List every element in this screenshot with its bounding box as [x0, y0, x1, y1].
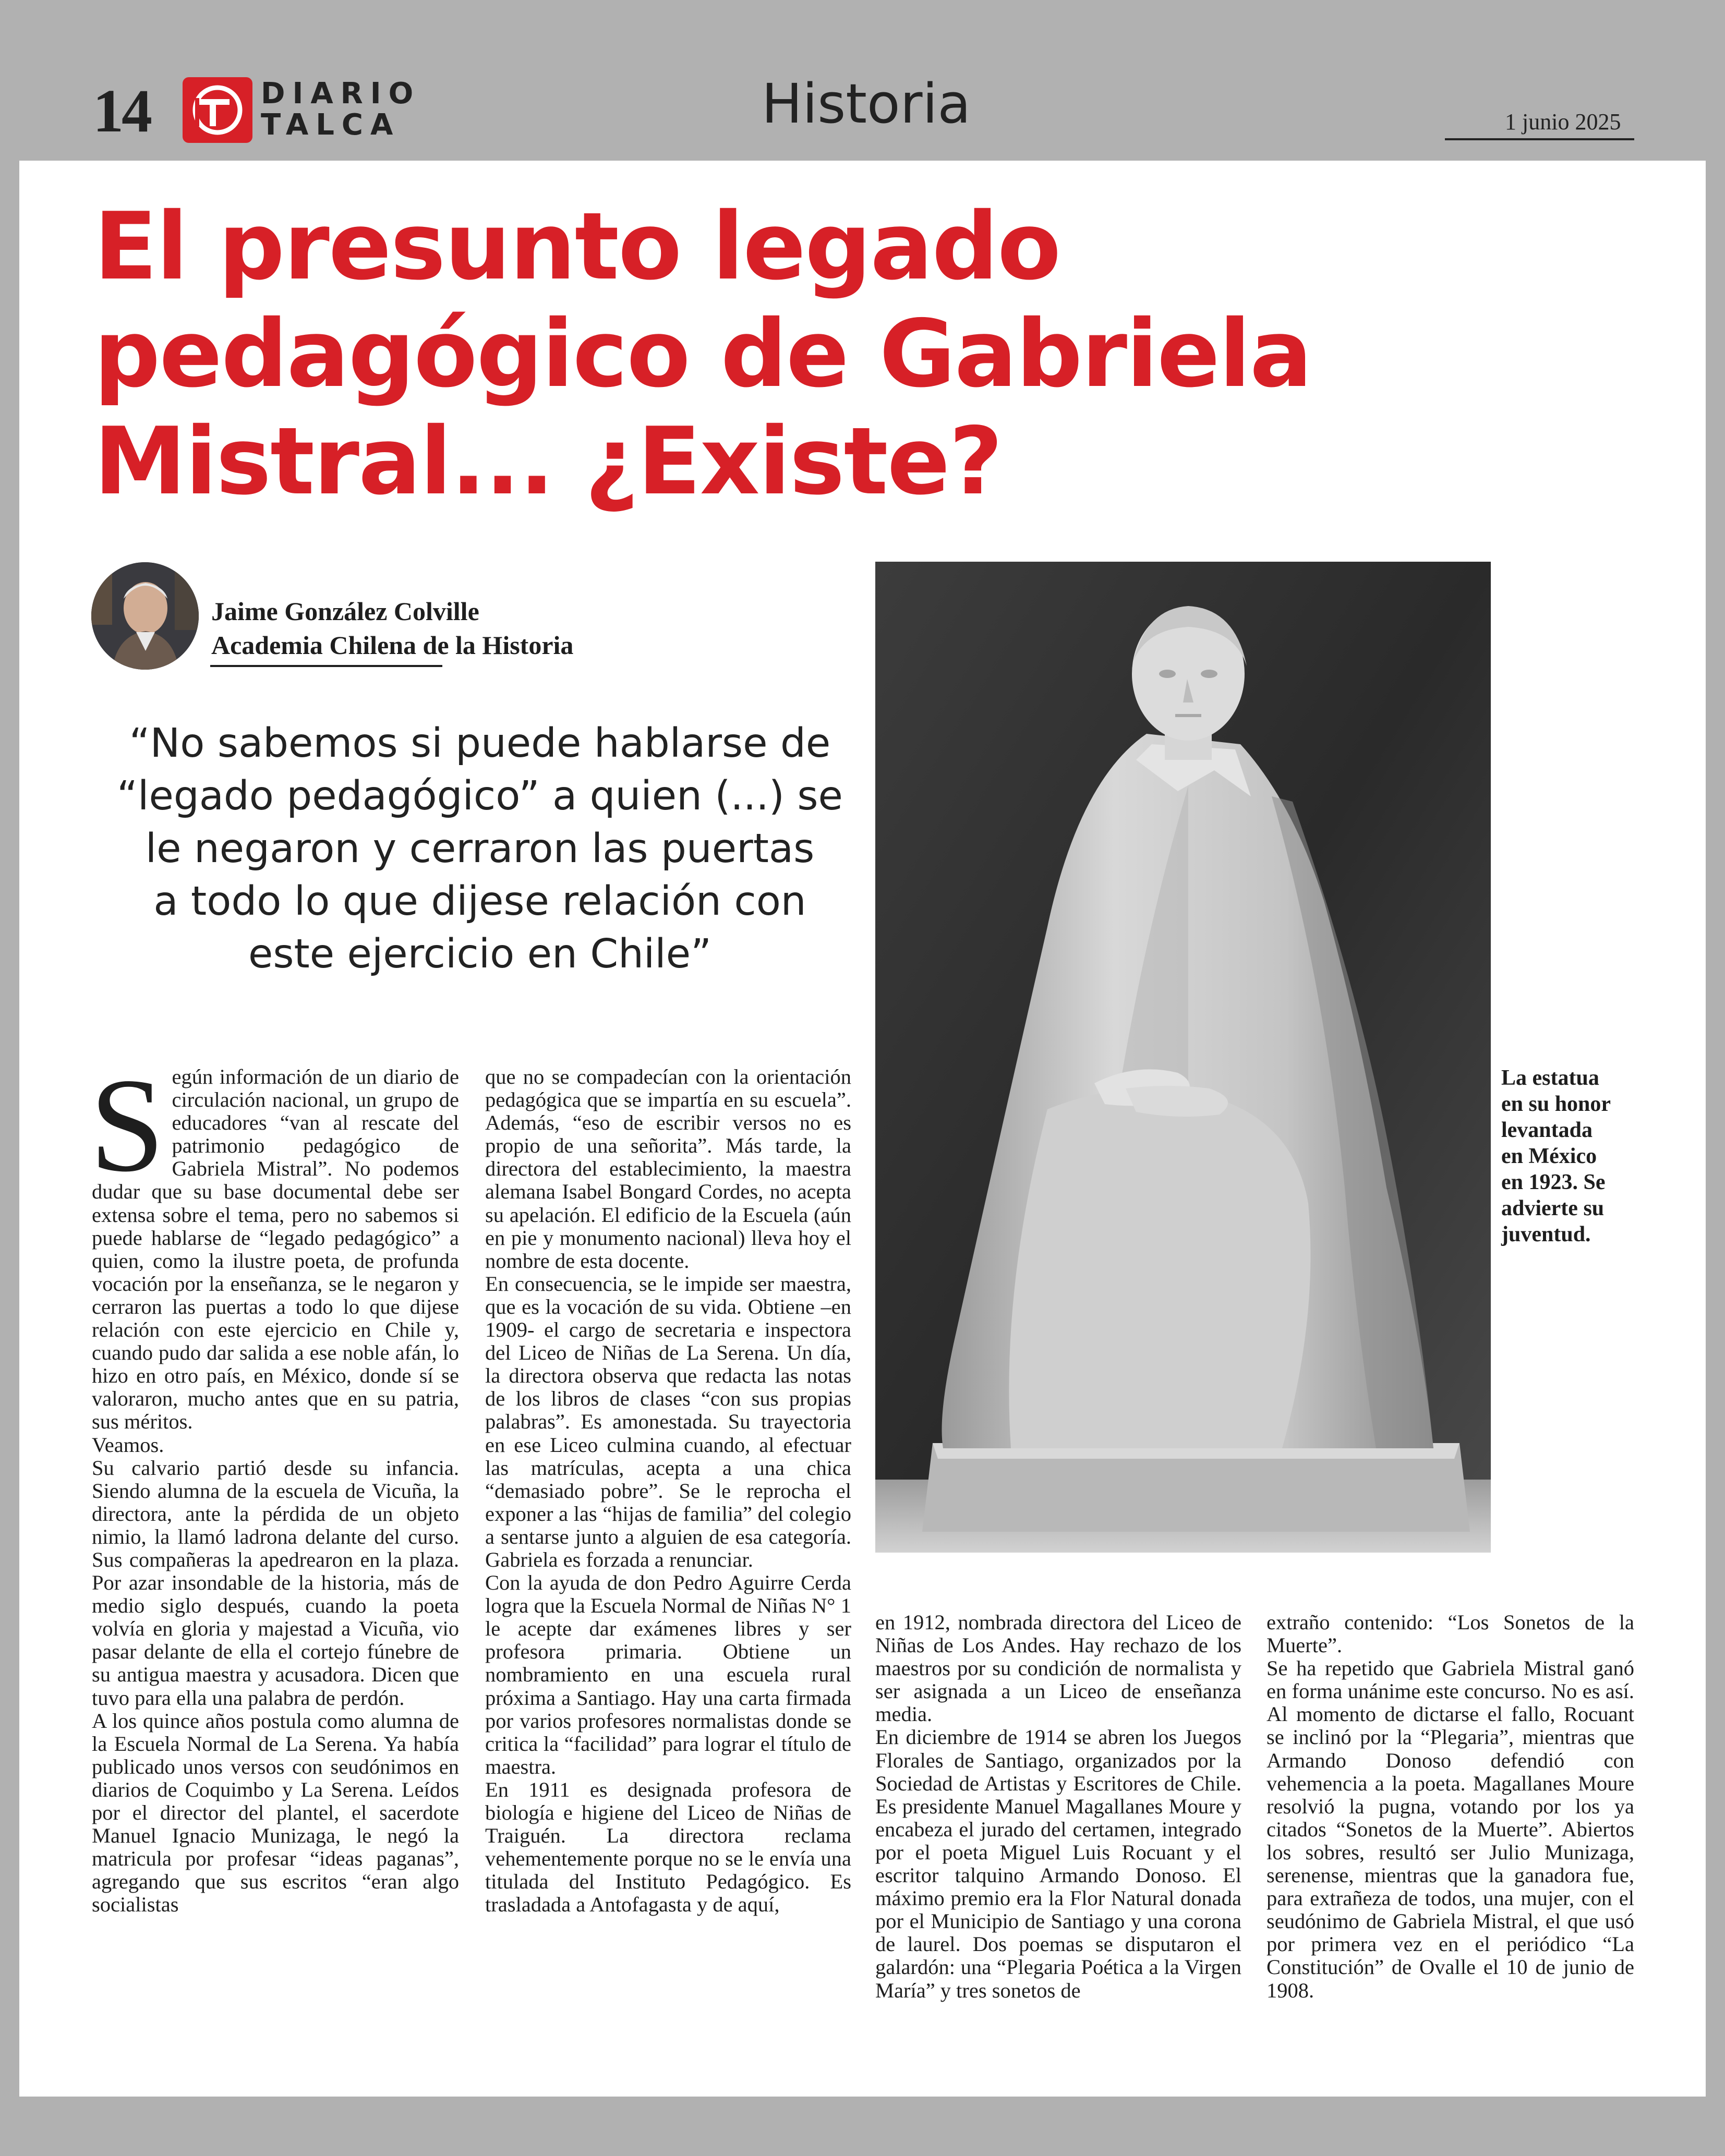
article-paragraph: A los quince años postula como alumna de la Escuela Normal de La Serena. Ya había publicado unos versos con seudónimos en diarios de Coquimbo y La Serena. Leídos por el director del plantel, el sacerdote Manuel Ignacio Munizaga, le negó la matricula por profesar “ideas paganas”, agregando que sus escritos “eran algo socialistas — [92, 1709, 459, 1917]
caption-line: levantada — [1501, 1118, 1593, 1142]
quote-line: a todo lo que dijese relación con — [153, 878, 806, 925]
title-line: El presunto legado — [94, 192, 1060, 300]
brand-name — [261, 78, 420, 141]
article-paragraph: en 1912, nombrada directora del Liceo de Niñas de Los Andes. Hay rechazo de los maestros por su condición de normalista y ser asignada a un Liceo de enseñanza media. — [875, 1610, 1241, 1726]
article-title — [94, 193, 1502, 515]
author-block — [211, 595, 573, 662]
section-title: Historia — [762, 72, 971, 136]
quote-line: le negaron y cerraron las puertas — [145, 826, 815, 872]
quote-line: “legado pedagógico” a quien (...) se — [117, 773, 843, 819]
issue-date: 1 junio 2025 — [1505, 109, 1621, 135]
author-affiliation: Academia Chilena de la Historia — [211, 631, 574, 660]
article-paragraph: Veamos. — [92, 1433, 164, 1457]
title-line: Mistral... ¿Existe? — [94, 407, 1002, 515]
photo-caption — [1501, 1065, 1611, 1247]
caption-line: advierte su — [1501, 1196, 1605, 1220]
quote-line: “No sabemos si puede hablarse de — [129, 720, 831, 767]
caption-line: La estatua — [1501, 1066, 1599, 1090]
caption-line: en México — [1501, 1144, 1597, 1168]
article-paragraph: egún información de un diario de circulación nacional, un grupo de educadores “van al rescate del patrimonio pedagógico de Gabriela Mistral”. No podemos dudar que su base documental debe ser extensa sobre el tema, pero no sabemos si puede hablarse de “legado pedagógico” a quien, como la ilustre poeta, de profunda vocación por la enseñanza, se le negaron y cerraron las puertas a todo lo que dijese relación con este ejercicio en Chile y, cuando pudo dar salida a ese noble afán, lo hizo en otro país, en México, donde sí se valoraron, mucho antes que en su patria, sus méritos. — [92, 1065, 459, 1434]
title-line: pedagógico de Gabriela — [94, 300, 1311, 408]
drop-cap: S — [90, 1050, 165, 1200]
author-rule — [210, 665, 442, 667]
article-column-4 — [1266, 1611, 1634, 2002]
article-column-2 — [485, 1065, 851, 1916]
article-paragraph: Se ha repetido que Gabriela Mistral ganó en forma unánime este concurso. No es así. Al momento de dictarse el fallo, Rocuant se inclinó por la “Plegaria”, mientras que Armando Donoso defendió con vehemencia a la poeta. Magallanes Moure resolvió la pugna, votando por los ya citados “Sonetos de la Muerte”. Abiertos los sobres, resultó ser Julio Munizaga, serenense, mientras que la ganadora fue, para extrañeza de todos, una mujer, con el seudónimo de Gabriela Mistral, el que usó por primera vez en el periódico “La Constitución” de Ovalle el 10 de junio de 1908. — [1266, 1656, 1634, 2002]
article-column-3 — [875, 1611, 1241, 2002]
article-column-1 — [90, 1050, 459, 1917]
article-paragraph: Su calvario partió desde su infancia. Siendo alumna de la escuela de Vicuña, la directora, ante la pérdida de un objeto nimio, la llamó ladrona delante del curso. Sus compañeras la apedrearon en la plaza. Por azar insondable de la historia, más de medio siglo después, cuando la poeta volvía en gloria y majestad a Vicuña, vio pasar delante de ella el cortejo fúnebre de su antigua maestra y acusadora. Dicen que tuvo para ella una palabra de perdón. — [92, 1456, 459, 1710]
article-paragraph: En 1911 es designada profesora de biología e higiene del Liceo de Niñas de Traiguén. La directora reclama vehementemente porque no se le envía una titulada del Instituto Pedagógico. Es trasladada a Antofagasta y de aquí, — [485, 1777, 851, 1917]
article-paragraph: Con la ayuda de don Pedro Aguirre Cerda logra que la Escuela Normal de Niñas N° 1 le acepte dar exámenes libres y ser profesora primaria. Obtiene un nombramiento en una escuela rural próxima a Santiago. Hay una carta firmada por varios profesores normalistas donde se critica la “facilidad” para lograr el título de maestra. — [485, 1571, 851, 1778]
author-name: Jaime González Colville — [211, 597, 479, 626]
diario-talca-logo-icon[interactable] — [183, 77, 252, 143]
caption-line: juventud. — [1501, 1222, 1591, 1246]
quote-line: este ejercicio en Chile” — [248, 931, 711, 977]
page-number: 14 — [93, 77, 150, 145]
article-paragraph: En diciembre de 1914 se abren los Juegos Florales de Santiago, organizados por la Sociedad de Artistas y Escritores de Chile. Es presidente Manuel Magallanes Moure y encabeza el jurado del certamen, integrado por el poeta Miguel Luis Rocuant y el escritor talquino Armando Donoso. El máximo premio era la Flor Natural donada por el Municipio de Santiago y una corona de laurel. Dos poemas se disputaron el galardón: una “Plegaria Poética a la Virgen María” y tres sonetos de — [875, 1725, 1241, 2002]
pull-quote — [73, 717, 887, 980]
article-paragraph: extraño contenido: “Los Sonetos de la Muerte”. — [1266, 1610, 1634, 1657]
statue-photo[interactable] — [875, 562, 1491, 1553]
brand-line-2: TALCA — [261, 108, 401, 142]
caption-line: en su honor — [1501, 1092, 1611, 1116]
brand-line-1: DIARIO — [261, 77, 421, 111]
date-rule — [1445, 138, 1634, 140]
caption-line: en 1923. Se — [1501, 1170, 1606, 1194]
article-paragraph: que no se compadecían con la orientación pedagógica que se impartía en su escuela”. Además, “eso de escribir versos no es propio de una señorita”. Más tarde, la directora del establecimiento, la maestra alemana Isabel Bongard Cordes, no acepta su apelación. El edificio de la Escuela (aún en pie y monumento nacional) lleva hoy el nombre de esta docente. — [485, 1065, 851, 1273]
article-paragraph: En consecuencia, se le impide ser maestra, que es la vocación de su vida. Obtiene –en 1909- el cargo de secretaria e inspectora del Liceo de Niñas de La Serena. Un día, la directora observa que redacta las notas de los libros de clases “con sus propias palabras”. Es amonestada. Su trayectoria en ese Liceo culmina cuando, al efectuar las matrículas, acepta a una chica “demasiado pobre”. Se le reprocha el exponer a las “hijas de familia” del colegio a sentarse junto a alguien de esa categoría. Gabriela es forzada a renunciar. — [485, 1271, 851, 1571]
author-avatar — [91, 562, 199, 670]
